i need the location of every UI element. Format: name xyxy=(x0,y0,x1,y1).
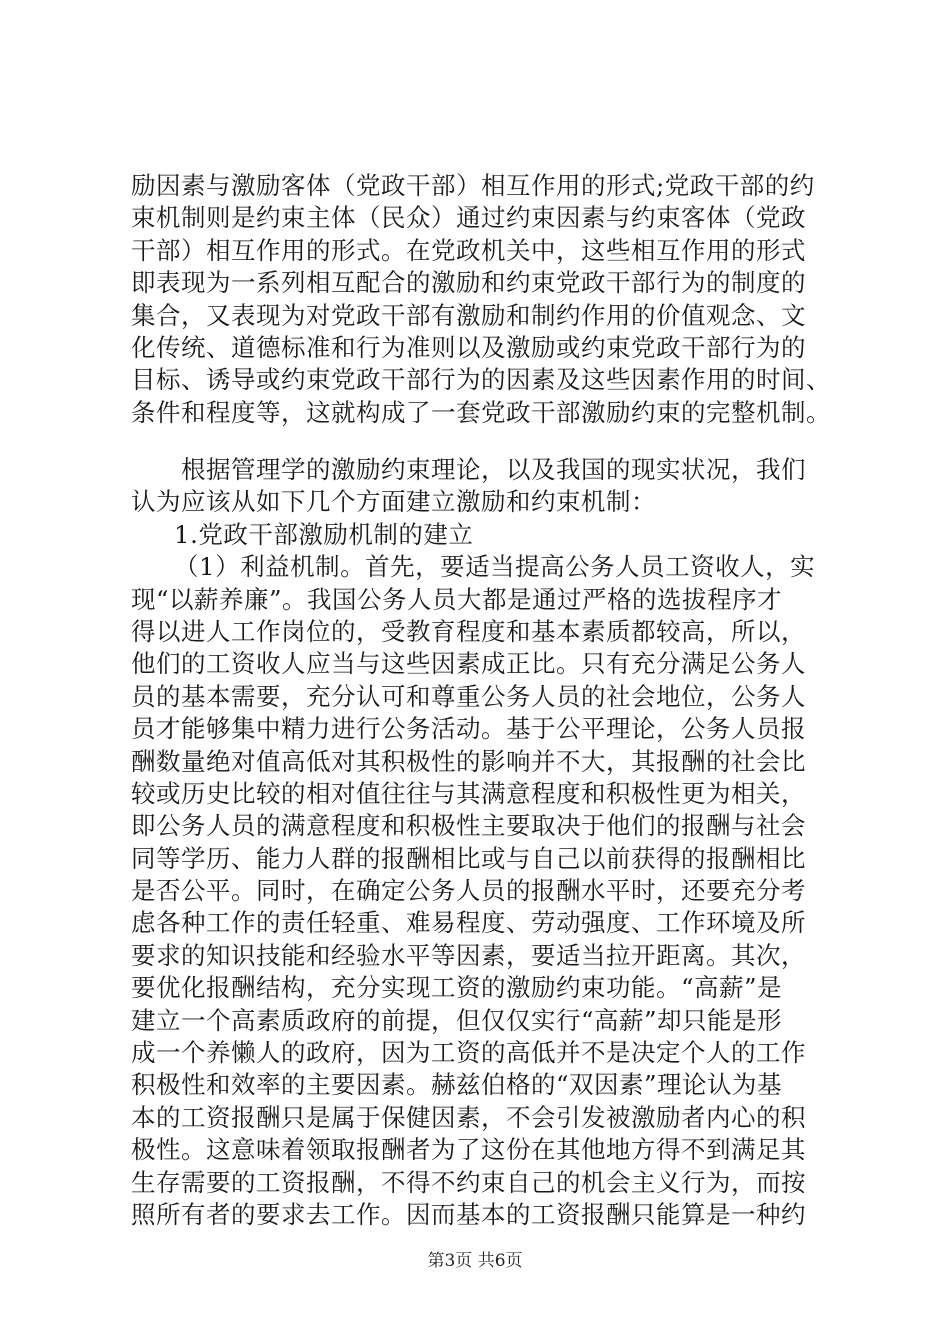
section-heading: 1.党政干部激励机制的建立 xyxy=(174,519,474,549)
text-line: 条件和程度等，这就构成了一套党政干部激励约束的完整机制。 xyxy=(131,397,831,427)
text-line: 要优化报酬结构，充分实现工资的激励约束功能。“高薪”是 xyxy=(131,973,783,1003)
text-line: 建立一个高素质政府的前提，但仅仅实行“高薪”却只能是形 xyxy=(131,1005,783,1035)
text-line: 干部）相互作用的形式。在党政机关中，这些相互作用的形式 xyxy=(131,235,806,265)
text-line: 本的工资报酬只是属于保健因素，不会引发被激励者内心的积 xyxy=(131,1102,806,1132)
text-line: 酬数量绝对值高低对其积极性的影响并不大，其报酬的社会比 xyxy=(131,746,806,776)
text-line: 积极性和效率的主要因素。赫兹伯格的“双因素”理论认为基 xyxy=(131,1070,783,1100)
text-line: 同等学历、能力人群的报酬相比或与自己以前获得的报酬相比 xyxy=(131,843,806,873)
text-line: 员才能够集中精力进行公务活动。基于公平理论，公务人员报 xyxy=(131,714,806,744)
text-line: 得以进人工作岗位的，受教育程度和基本素质都较高，所以， xyxy=(131,616,806,646)
text-line: 即公务人员的满意程度和积极性主要取决于他们的报酬与社会 xyxy=(131,811,806,841)
text-line: 认为应该从如下几个方面建立激励和约束机制： xyxy=(131,487,656,517)
text-line: 束机制则是约束主体（民众）通过约束因素与约束客体（党政 xyxy=(131,203,806,233)
text-line: 他们的工资收人应当与这些因素成正比。只有充分满足公务人 xyxy=(131,649,806,679)
text-line: （1）利益机制。首先，要适当提高公务人员工资收人，实 xyxy=(174,552,816,582)
text-line: 根据管理学的激励约束理论，以及我国的现实状况，我们 xyxy=(181,455,806,484)
text-line: 化传统、道德标准和行为准则以及激励或约束党政干部行为的 xyxy=(131,332,806,362)
text-line: 励因素与激励客体（党政干部）相互作用的形式;党政干部的约 xyxy=(131,171,815,200)
text-line: 即表现为一系列相互配合的激励和约束党政干部行为的制度的 xyxy=(131,268,806,298)
text-line: 目标、诱导或约束党政干部行为的因素及这些因素作用的时间、 xyxy=(131,365,831,395)
page-number-footer: 第3页 共6页 xyxy=(427,1251,523,1271)
paragraph-continuation xyxy=(131,170,831,429)
text-line: 生存需要的工资报酬，不得不约束自己的机会主义行为，而按 xyxy=(131,1167,806,1197)
main-text xyxy=(131,454,831,1231)
text-line: 集合，又表现为对党政干部有激励和制约作用的价值观念、文 xyxy=(131,300,806,330)
text-line: 虑各种工作的责任轻重、难易程度、劳动强度、工作环境及所 xyxy=(131,908,806,938)
text-line: 成一个养懒人的政府，因为工资的高低并不是决定个人的工作 xyxy=(131,1038,806,1068)
text-line: 较或历史比较的相对值往往与其满意程度和积极性更为相关， xyxy=(131,778,806,808)
text-line: 要求的知识技能和经验水平等因素，要适当拉开距离。其次， xyxy=(131,940,806,970)
text-line: 极性。这意味着领取报酬者为了这份在其他地方得不到满足其 xyxy=(131,1135,806,1165)
text-line: 现“以薪养廉”。我国公务人员大都是通过严格的选拔程序才 xyxy=(131,584,783,614)
text-line: 照所有者的要求去工作。因而基本的工资报酬只能算是一种约 xyxy=(131,1199,806,1229)
text-line: 员的基本需要，充分认可和尊重公务人员的社会地位，公务人 xyxy=(131,681,806,711)
text-line: 是否公平。同时，在确定公务人员的报酬水平时，还要充分考 xyxy=(131,876,806,906)
